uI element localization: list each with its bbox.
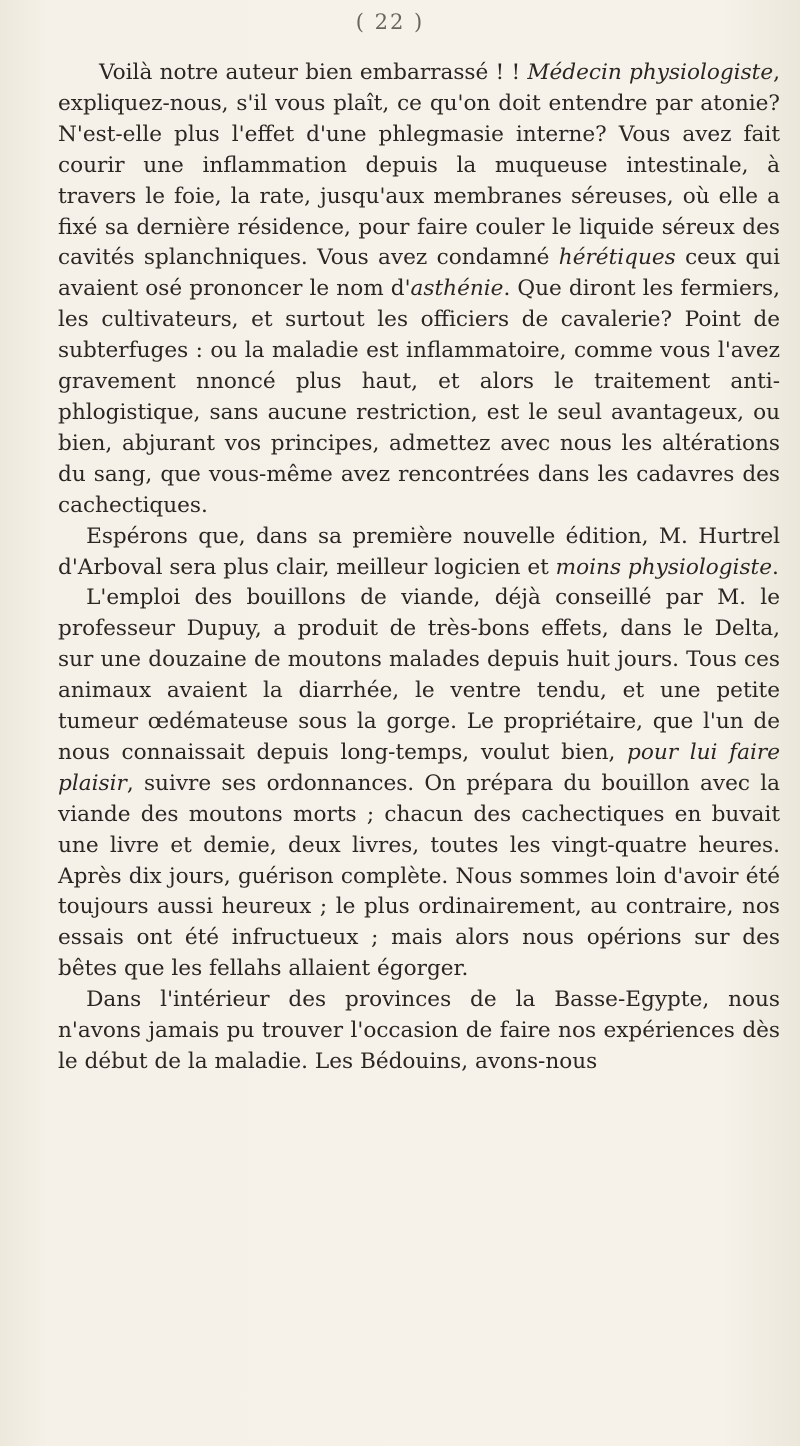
italic-run: asthénie — [410, 276, 504, 302]
text-run: Dans l'intérieur des provinces de la Basse-Egypte, nous n'avons jamais pu trouver l'occasion de faire nos expériences dès le début de la maladie. Les Bédouins, avons-nous — [58, 987, 780, 1074]
text-run: , expliquez-nous, s'il vous plaît, ce qu'on doit entendre par atonie? N'est-elle plus l'effet d'une phlegmasie interne? Vous avez fait courir une inflammation depuis la muqueuse intestinale, à travers le foie, la rate, jusqu'aux membranes séreuses, où elle a fixé sa dernière résidence, pour faire couler le liquide séreux des cavités splanchniques. Vous avez condamné — [58, 60, 781, 271]
paragraph — [58, 522, 780, 584]
text-run: Espérons que, dans sa première nouvelle édition, M. Hurtrel d'Arboval sera plus clair, meilleur logicien et — [58, 523, 780, 580]
body-text — [58, 58, 780, 1078]
paragraph — [58, 583, 780, 985]
italic-run: Médecin physiologiste — [527, 60, 774, 85]
text-run: Voilà notre auteur bien embarrassé ! ! — [99, 60, 528, 85]
italic-run: hérétiques — [558, 245, 676, 271]
paragraph — [58, 58, 780, 522]
text-run: . Que diront les fermiers, les cultivateurs, et surtout les officiers de cavalerie? Point de subterfuges : ou la maladie est inflammatoire, comme vous l'avez gravement nnoncé plus haut, et alors le traitement anti-phlogistique, sans aucune restriction, est le seul avantageux, ou bien, abjurant vos principes, admettez avec nous les altérations du sang, que vous-même avez rencontrées dans les cadavres des cachectiques. — [58, 276, 780, 518]
italic-run: moins physiologiste — [555, 554, 772, 580]
paragraph — [58, 985, 780, 1078]
text-run: , suivre ses ordonnances. On prépara du bouillon avec la viande des moutons morts ; chacun des cachectiques en buvait une livre et demie, deux livres, toutes les vingt-quatre heures. Après dix jours, guérison complète. Nous sommes loin d'avoir été toujours aussi heureux ; le plus ordinairement, au contraire, nos essais ont été infructueux ; mais alors nous opérions sur des bêtes que les fellahs allaient égorger. — [58, 770, 780, 982]
text-run: L'emploi des bouillons de viande, déjà conseillé par M. le professeur Dupuy, a produit de très-bons effets, dans le Delta, sur une douzaine de moutons malades depuis huit jours. Tous ces animaux avaient la diarrhée, le ventre tendu, et une petite tumeur œdémateuse sous la gorge. Le propriétaire, que l'un de nous connaissait depuis long-temps, voulut bien, — [58, 585, 780, 765]
text-run: . — [772, 554, 779, 580]
italic-run: pour lui faire plaisir — [58, 739, 781, 796]
page-number: ( 22 ) — [355, 10, 425, 34]
text-run: ceux qui avaient osé prononcer le nom d' — [58, 245, 781, 302]
